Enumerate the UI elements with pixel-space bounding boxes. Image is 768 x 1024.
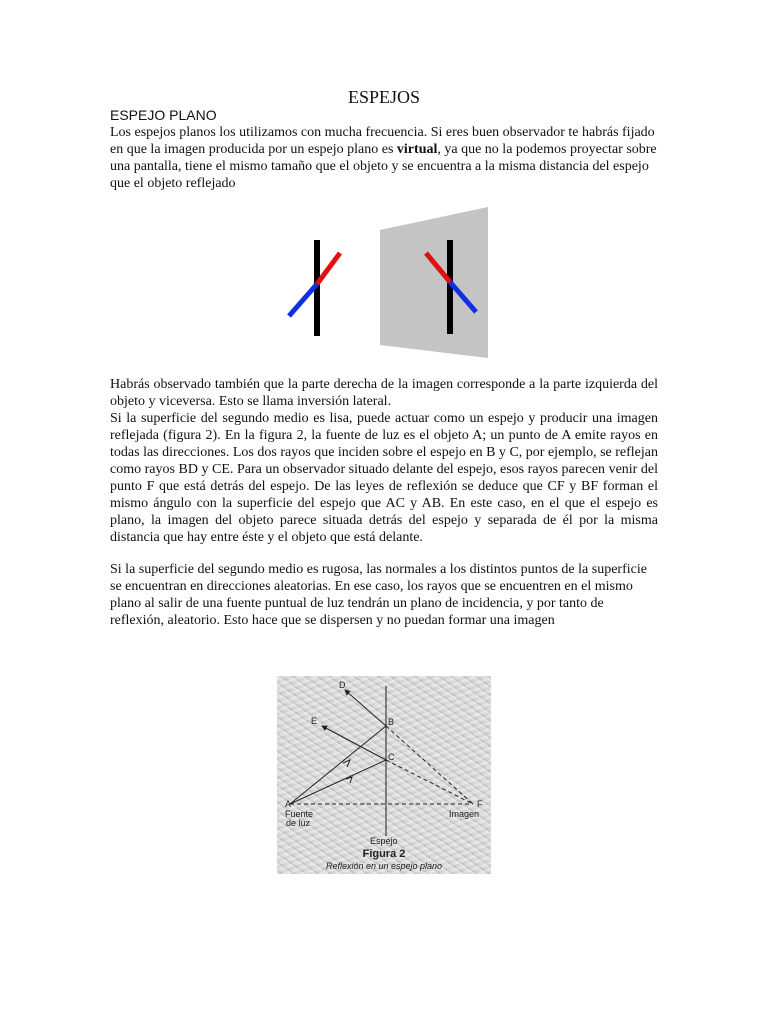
- ray-a-b: [290, 726, 386, 804]
- mirror-plane: [380, 207, 488, 358]
- label-d: D: [339, 680, 346, 690]
- paragraph-lateral-inversion: Habrás observado también que la parte derecha de la imagen corresponde a la parte izquierda del objeto y viceversa. Esto se llama inversión lateral.: [110, 377, 658, 409]
- figure-object-and-reflection: [270, 200, 500, 365]
- ray-a-c: [290, 760, 386, 804]
- intro-text-end: , ya que no la podemos proyectar sobre una pantalla, tiene el mismo tamaño que el objeto y se encuentra a la misma distancia del espejo que el objeto reflejado: [110, 142, 657, 191]
- paragraph-smooth-surface: Si la superficie del segundo medio es lisa, puede actuar como un espejo y producir una imagen reflejada (figura 2). En la figura 2, la fuente de luz es el objeto A; un punto de A emite rayos en todas las direcciones. Los dos rayos que inciden sobre el espejo en B y C, por ejemplo, se reflejan como rayos BD y CE. Para un observador situado delante del espejo, esos rayos parecen venir del punto F que está detrás del espejo. De las leyes de reflexión se deduce que CF y BF forman el mismo ángulo con la superficie del espejo que AC y AB. En este caso, en el que el espejo es plano, la imagen del objeto parece situada detrás del espejo y separada de él por la misma distancia que hay entre éste y el objeto que está delante.: [110, 411, 658, 545]
- label-b: B: [388, 717, 395, 727]
- section-heading: ESPEJO PLANO: [110, 107, 217, 123]
- object-blue-arm: [289, 284, 317, 316]
- figure-2-caption-subtitle: Reflexión en un espejo plano: [325, 861, 443, 871]
- figure-2-caption-title: Figura 2: [362, 848, 406, 860]
- label-espejo: Espejo: [370, 836, 398, 846]
- label-de-luz: de luz: [286, 818, 311, 828]
- paragraph-rough-surface: Si la superficie del segundo medio es rugosa, las normales a los distintos puntos de la superficie se encuentran en direcciones aleatorias. En ese caso, los rayos que se encuentren en el mismo plano al salir de una fuente puntual de luz tendrán un plano de incidencia, y por tanto de reflexión, aleatorio. Esto hace que se dispersen y no puedan formar una imagen: [110, 562, 647, 628]
- intro-text-start: Los espejos planos los utilizamos con mucha frecuencia. Si eres buen observador te habrás fijado en que la imagen producida por un espejo plano es: [110, 125, 655, 157]
- figure-2-plane-mirror-diagram: [277, 676, 491, 874]
- virtual-ray-b-f: [386, 726, 473, 804]
- label-imagen: Imagen: [449, 809, 480, 819]
- label-a: A: [285, 799, 292, 809]
- ray-b-d: [345, 690, 386, 726]
- virtual-ray-c-f: [386, 760, 473, 804]
- label-fuente: Fuente: [285, 809, 314, 819]
- label-f: F: [477, 799, 483, 809]
- arrowhead-ab: [343, 760, 350, 767]
- paragraph-intro: [110, 124, 658, 192]
- ray-c-e: [322, 726, 386, 760]
- object-red-arm: [317, 253, 340, 284]
- label-e: E: [311, 716, 318, 726]
- label-c: C: [388, 752, 395, 762]
- page-title: ESPEJOS: [347, 87, 421, 107]
- virtual-keyword: virtual: [396, 142, 438, 157]
